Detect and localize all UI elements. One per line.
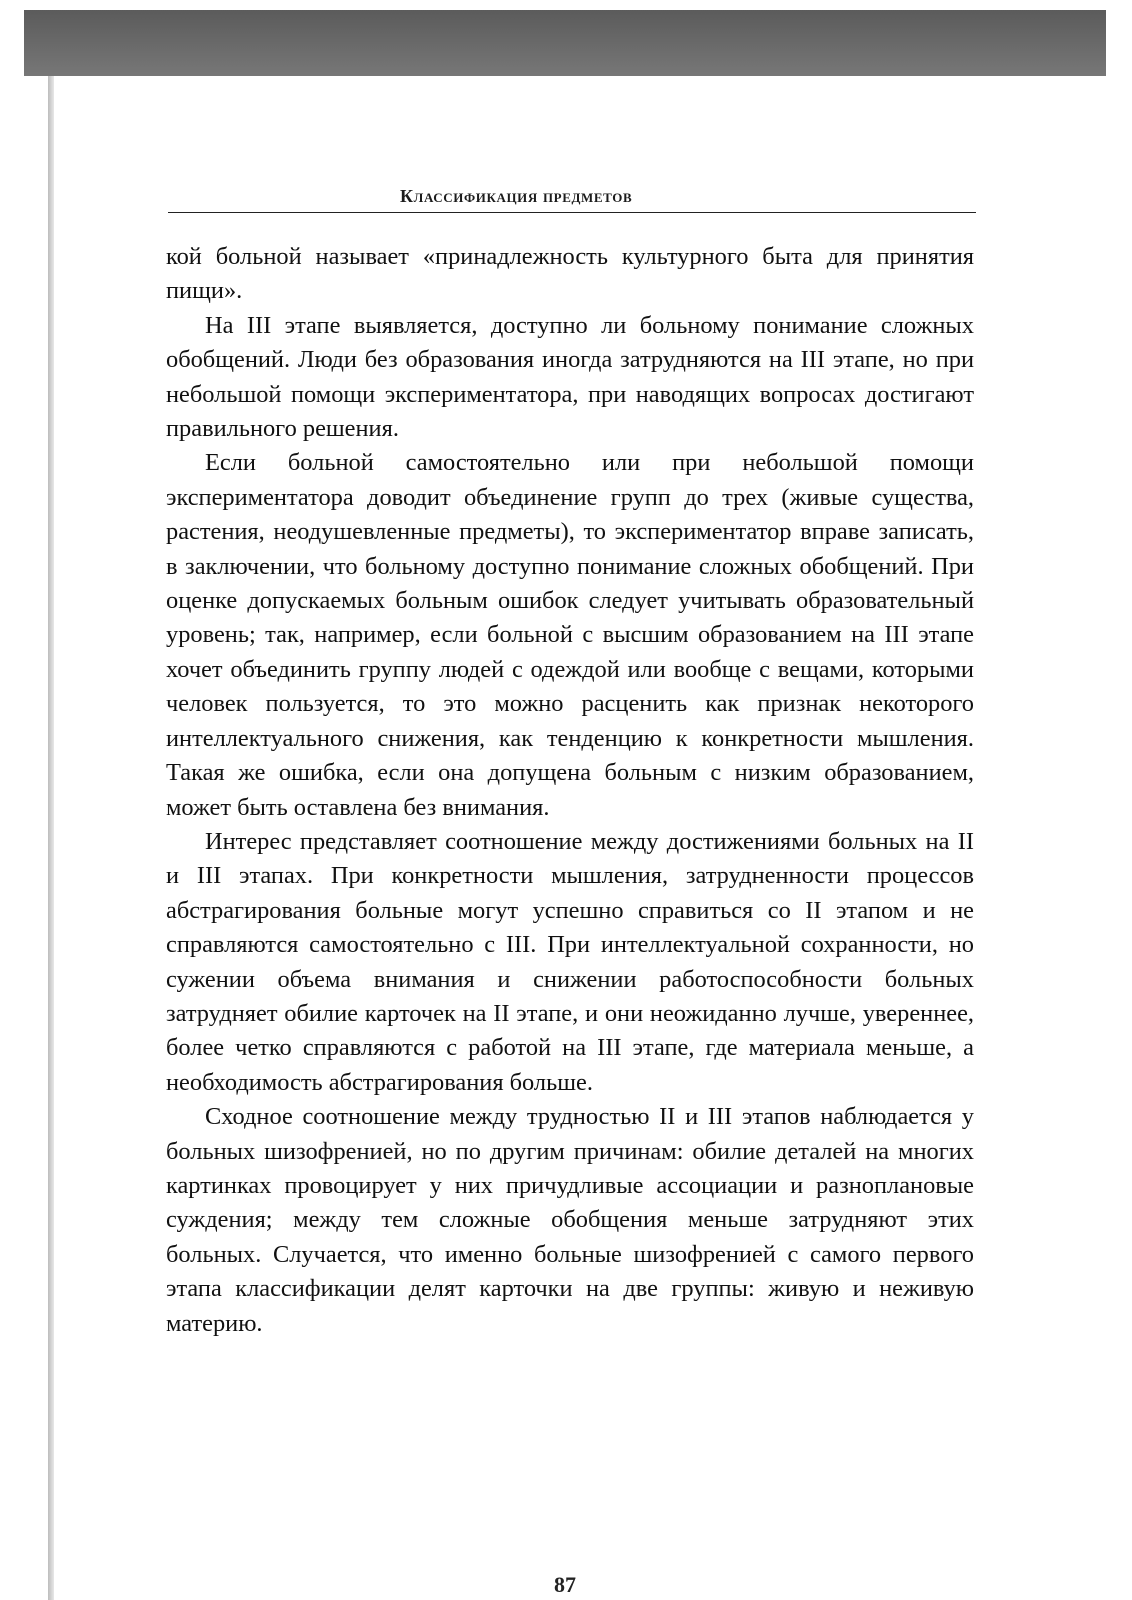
- paragraph: Сходное соотношение между трудностью II и III этапов наблюдается у больных шизофренией, но по другим причинам: обилие деталей на многих картинках провоцирует у них причудливые ассоциации и разноплановые суждения; между тем сложные обобщения меньше затрудняют этих больных. Случается, что именно больные шизофренией с самого первого этапа классификации делят карточки на две группы: живую и неживую материю.: [166, 1103, 974, 1337]
- header-rule: [168, 212, 976, 213]
- book-spine-shadow: [48, 76, 54, 1600]
- body-text: [166, 240, 974, 1341]
- paragraph: Если больной самостоятельно или при небольшой помощи экспериментатора доводит объединение групп до трех (живые существа, растения, неодушевленные предметы), то экспериментатор вправе записать, в заключении, что больному доступно понимание сложных обобщений. При оценке допускаемых больным ошибок следует учитывать образовательный уровень; так, например, если больной с высшим образованием на III этапе хочет объединить группу людей с одеждой или вообще с вещами, которыми человек пользуется, то это можно расценить как признак некоторого интеллектуального снижения, как тенденцию к конкретности мышления. Такая же ошибка, если она допущена больным с низким образованием, может быть оставлена без внимания.: [166, 449, 974, 821]
- paragraph: Интерес представляет соотношение между достижениями больных на II и III этапах. При конкретности мышления, затрудненности процессов абстрагирования больные могут успешно справиться со II этапом и не справляются самостоятельно с III. При интеллектуальной сохранности, но сужении объема внимания и снижении работоспособности больных затрудняет обилие карточек на II этапе, и они неожиданно лучше, увереннее, более четко справляются с работой на III этапе, где материала меньше, а необходимость абстрагирования больше.: [166, 827, 974, 1096]
- scan-top-band: [24, 10, 1106, 76]
- running-head: Классификация предметов: [400, 186, 633, 206]
- page-number: 87: [554, 1572, 576, 1597]
- paragraph: кой больной называет «принадлежность культурного быта для принятия пищи».: [166, 243, 974, 305]
- paragraph: На III этапе выявляется, доступно ли больному понимание сложных обобщений. Люди без образования иногда затрудняются на III этапе, но при небольшой помощи экспериментатора, при наводящих вопросах достигают правильного решения.: [166, 311, 974, 443]
